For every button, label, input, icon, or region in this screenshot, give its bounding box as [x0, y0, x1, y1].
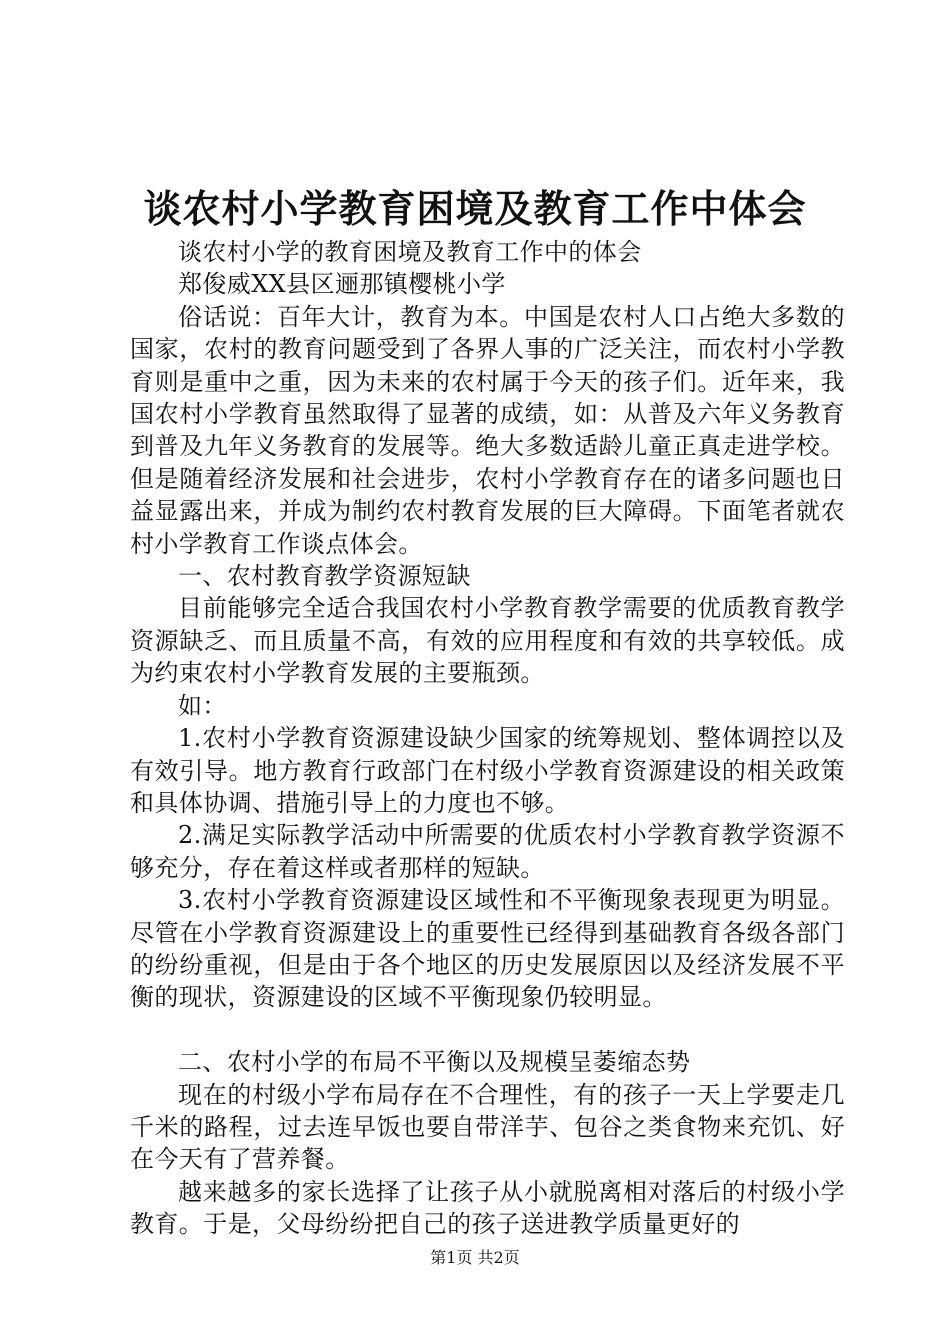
section-2-paragraph-2: 越来越多的家长选择了让孩子从小就脱离相对落后的村级小学教育。于是，父母纷纷把自己的孩子送进教学质量更好的 — [130, 1177, 845, 1239]
section-heading-1: 一、农村教育教学资源短缺 — [178, 562, 471, 591]
example-label: 如： — [178, 691, 227, 720]
intro-paragraph: 俗话说：百年大计，教育为本。中国是农村人口占绝大多数的国家，农村的教育问题受到了各界人事的广泛关注，而农村小学教育则是重中之重，因为未来的农村属于今天的孩子们。近年来，我国农村小学教育虽然取得了显著的成绩，如：从普及六年义务教育到普及九年义务教育的发展等。绝大多数适龄儿童正真走进学校。但是随着经济发展和社会进步，农村小学教育存在的诸多问题也日益显露出来，并成为制约农村教育发展的巨大障碍。下面笔者就农村小学教育工作谈点体会。 — [130, 302, 845, 558]
list-item-1: 1.农村小学教育资源建设缺少国家的统筹规划、整体调控以及有效引导。地方教育行政部门在村级小学教育资源建设的相关政策和具体协调、措施引导上的力度也不够。 — [130, 724, 845, 817]
section-2-paragraph-1: 现在的村级小学布局存在不合理性，有的孩子一天上学要走几千米的路程，过去连早饭也要自带洋芋、包谷之类食物来充饥、好在今天有了营养餐。 — [130, 1080, 845, 1174]
page-footer: 第1页 共2页 — [430, 1248, 520, 1267]
paragraph-spacer — [130, 1014, 845, 1046]
section-1-paragraph: 目前能够完全适合我国农村小学教育教学需要的优质教育教学资源缺乏、而且质量不高，有效的应用程度和有效的共享较低。成为约束农村小学教育发展的主要瓶颈。 — [130, 594, 845, 688]
document-title: 谈农村小学教育困境及教育工作中体会 — [143, 186, 807, 231]
list-item-3: 3.农村小学教育资源建设区域性和不平衡现象表现更为明显。尽管在小学教育资源建设上的重要性已经得到基础教育各级各部门的纷纷重视，但是由于各个地区的历史发展原因以及经济发展不平衡的现状，资源建设的区域不平衡现象仍较明显。 — [130, 886, 845, 1012]
subtitle: 谈农村小学的教育困境及教育工作中的体会 — [178, 238, 642, 266]
author-line: 郑俊威XX县区逦那镇樱桃小学 — [178, 270, 506, 299]
section-heading-2: 二、农村小学的布局不平衡以及规模呈萎缩态势 — [178, 1048, 691, 1077]
list-item-2: 2.满足实际教学活动中所需要的优质农村小学教育教学资源不够充分，存在着这样或者那样的短缺。 — [130, 821, 845, 882]
document-body — [130, 236, 845, 1241]
